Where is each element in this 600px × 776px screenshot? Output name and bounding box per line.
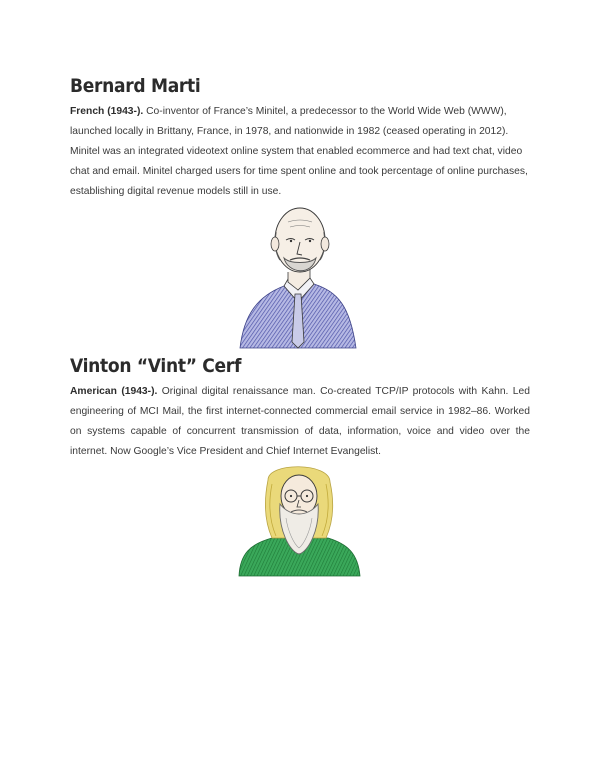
person-name: Bernard Marti <box>70 75 201 97</box>
bio-text: Original digital renaissance man. Co-created TCP/IP protocols with Kahn. Led engineering of MCI Mail, the first internet-connected commercial email service in 1982–86. Worked on systems capable of concurrent transmission of data, information, voice and video over the internet. Now Google’s Vice President and Chief Internet Evangelist. <box>70 386 530 457</box>
vint-cerf-portrait <box>238 460 362 578</box>
person-bio <box>70 382 530 462</box>
bernard-marti-portrait <box>238 202 360 350</box>
bio-lead: French (1943-). <box>70 106 144 117</box>
bio-text: Co-inventor of France’s Minitel, a predecessor to the World Wide Web (WWW), launched locally in Brittany, France, in 1978, and nationwide in 1982 (ceased operating in 2012). Minitel was an integrated videotext online system that enabled ecommerce and had text chat, video chat and email. Minitel charged users for time spent online and took percentage of online purchases, establishing digital revenue models still in use. <box>70 106 528 197</box>
entry-bernard-marti <box>70 74 530 202</box>
person-bio <box>70 102 530 202</box>
portrait-illustration <box>238 460 362 578</box>
person-name: Vinton “Vint” Cerf <box>70 355 242 377</box>
entry-vint-cerf <box>70 354 530 462</box>
portrait-illustration <box>238 202 360 350</box>
bio-lead: American (1943-). <box>70 386 158 397</box>
